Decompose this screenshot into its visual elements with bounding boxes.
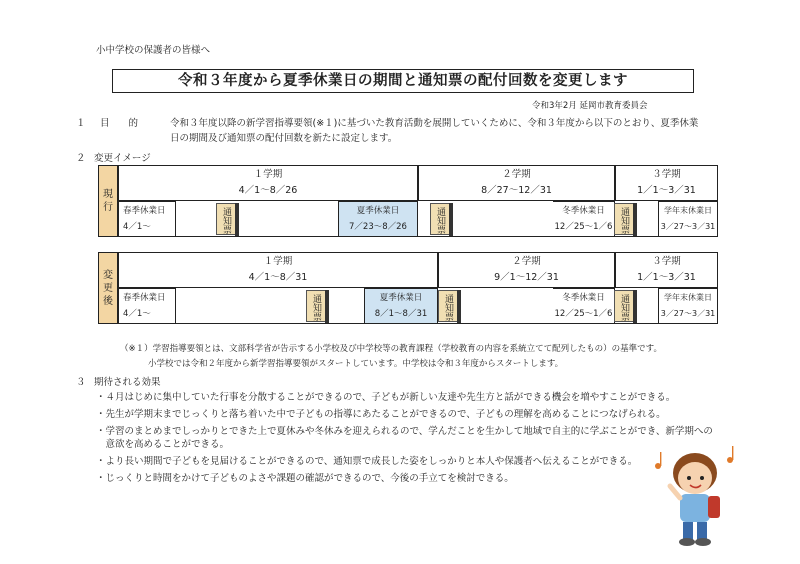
changed-term2-name: ２学期: [512, 256, 541, 267]
current-report-card-2: 通知票: [430, 203, 450, 235]
changed-spring-period: 4／1〜: [123, 309, 151, 319]
section2-heading: 変更イメージ: [94, 153, 151, 164]
changed-yearend-label: 学年末休業日: [664, 293, 712, 302]
changed-schedule-table: [98, 252, 718, 324]
list-item: ・学習のまとめまでしっかりとできた上で夏休みや冬休みを迎えられるので、学んだことを生かして地域で自主的に学ぶことができ、新学期への: [96, 426, 713, 437]
changed-term3: [615, 252, 718, 288]
current-label-char2: 行: [103, 202, 113, 213]
date-issuer: 令和3年2月 延岡市教育委員会: [532, 101, 648, 111]
current-schedule-table: [98, 165, 718, 237]
changed-winter-cell: [553, 288, 615, 324]
changed-term1-name: １学期: [263, 256, 293, 267]
changed-term1: [118, 252, 438, 288]
current-term2-period: 8／27〜12／31: [481, 185, 552, 196]
list-item: ・より長い期間で子どもを見届けることができるので、通知票で成長した姿をしっかりと本人や保護者へ伝えることができる。: [96, 456, 638, 467]
section3-number: ３: [76, 377, 86, 388]
current-report-card-1: 通知票: [216, 203, 236, 235]
list-item: 意欲を高めることができる。: [96, 439, 230, 450]
section1-line1: 令和３年度以降の新学習指導要領(※１)に基づいた教育活動を展開していくために、令和３年度から以下のとおり、夏季休業: [170, 118, 699, 129]
current-yearend-period: 3／27〜3／31: [660, 222, 716, 231]
changed-label-char3: 後: [103, 295, 113, 307]
current-term1-period: 4／1〜8／26: [238, 185, 298, 196]
changed-label: [98, 252, 118, 324]
list-item: ・じっくりと時間をかけて子どものよさや課題の確認ができるので、今後の手立てを検討できる。: [96, 473, 514, 484]
changed-label-char2: 更: [103, 282, 113, 294]
changed-spring-cell: [118, 288, 176, 324]
current-spring-cell: [118, 201, 176, 237]
page-title: 令和３年度から夏季休業日の期間と通知票の配付回数を変更します: [112, 69, 694, 93]
note-2: 小学校では令和２年度から新学習指導要領がスタートしています。中学校は令和３年度からスタートします。: [148, 359, 564, 369]
list-item: ・４月はじめに集中していた行事を分散することができるので、子どもが新しい友達や先生方と話ができる機会を増やすことができる。: [96, 392, 676, 403]
current-summer-period: 7／23〜8／26: [349, 222, 407, 232]
effects-list: [96, 391, 713, 485]
current-winter-cell: [553, 201, 615, 237]
changed-term3-period: 1／1〜3／31: [637, 272, 696, 283]
current-winter-label: 冬季休業日: [562, 206, 605, 216]
changed-winter-label: 冬季休業日: [562, 293, 605, 303]
section3-heading: 期待される効果: [94, 377, 161, 388]
current-term2-name: ２学期: [502, 169, 531, 180]
changed-winter-period: 12／25〜1／6: [554, 309, 613, 319]
current-yearend-label: 学年末休業日: [664, 206, 712, 215]
section1-heading: 目 的: [100, 118, 139, 129]
changed-summer-label: 夏季休業日: [379, 293, 423, 303]
current-label: [98, 165, 118, 237]
list-item: ・先生が学期末までじっくりと落ち着いた中で子どもの指導にあたることができるので、子どもの理解を高めることにつなげられる。: [96, 409, 666, 420]
current-spring-period: 4／1〜: [123, 222, 151, 232]
current-term2: [418, 165, 615, 201]
changed-term2: [438, 252, 615, 288]
current-spring-label: 春季休業日: [123, 206, 166, 216]
addressee: 小中学校の保護者の皆様へ: [96, 45, 211, 56]
section1-number: １: [76, 118, 86, 129]
changed-yearend-period: 3／27〜3／31: [660, 309, 716, 318]
section1-line2: 日の期間及び通知票の配付回数を新たに設定します。: [170, 133, 398, 144]
current-term3: [615, 165, 718, 201]
current-label-char1: 現: [103, 189, 113, 200]
changed-summer-period: 8／1〜8／31: [374, 309, 428, 319]
changed-term1-period: 4／1〜8／31: [248, 272, 308, 283]
changed-report-card-2: 通知票: [438, 290, 458, 322]
current-summer-label: 夏季休業日: [356, 206, 400, 216]
changed-yearend-cell: [658, 288, 718, 324]
current-term1-name: １学期: [253, 169, 283, 180]
current-term1: [118, 165, 418, 201]
current-term3-name: ３学期: [652, 169, 681, 180]
changed-summer-cell: [364, 288, 438, 324]
note-1: （※１）学習指導要領とは、文部科学省が告示する小学校及び中学校等の教育課程（学校教育の内容を系統立てて配列したもの）の基準です。: [120, 344, 662, 354]
changed-label-char1: 変: [103, 269, 113, 281]
changed-spring-label: 春季休業日: [123, 293, 166, 303]
current-winter-period: 12／25〜1／6: [554, 222, 613, 232]
changed-term2-period: 9／1〜12／31: [494, 272, 559, 283]
section2-number: ２: [76, 153, 86, 164]
changed-term3-name: ３学期: [652, 256, 681, 267]
current-summer-cell: [338, 201, 418, 237]
changed-report-card-3: 通知票: [614, 290, 634, 322]
current-yearend-cell: [658, 201, 718, 237]
child-illustration: [650, 440, 740, 550]
current-report-card-3: 通知票: [614, 203, 634, 235]
current-term3-period: 1／1〜3／31: [637, 185, 696, 196]
changed-report-card-1: 通知票: [306, 290, 326, 322]
